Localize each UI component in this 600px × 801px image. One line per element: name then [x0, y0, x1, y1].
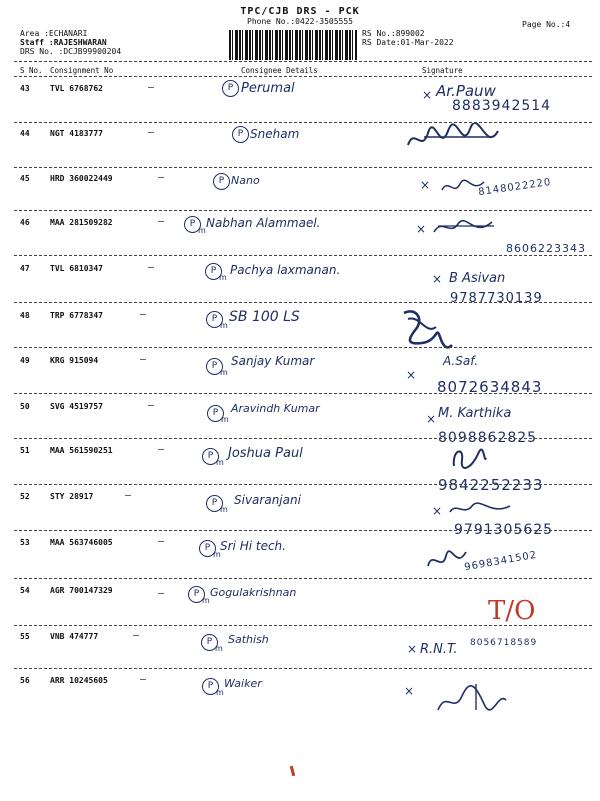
row-dash: — [148, 82, 155, 93]
table-row [0, 311, 600, 331]
signature-scribble [424, 546, 470, 576]
row-rule [14, 668, 592, 669]
row-rule [14, 625, 592, 626]
rs-date: RS Date:01-Mar-2022 [362, 38, 454, 47]
row-rule [14, 255, 592, 256]
signature-scribble [432, 680, 512, 720]
row-sno: 45 [20, 174, 30, 183]
row-sno: 53 [20, 538, 30, 547]
row-sno: 56 [20, 676, 30, 685]
signature-phone: 8072634843 [437, 378, 543, 396]
sub-m-mark: m [198, 226, 206, 235]
p-circle-icon: P [202, 448, 219, 465]
row-rule [14, 302, 592, 303]
row-dash: — [140, 354, 147, 365]
signature-phone: 8883942514 [452, 98, 552, 114]
consignee-name: Perumal [241, 81, 295, 96]
row-consignment: MAA 281509282 [50, 218, 113, 227]
p-circle-icon: P [222, 80, 239, 97]
signature-phone: 8606223343 [506, 242, 586, 255]
table-row [0, 129, 600, 149]
x-mark: × [407, 642, 418, 656]
signature-scribble [448, 444, 488, 472]
row-rule [14, 578, 592, 579]
sub-m-mark: m [221, 415, 229, 424]
p-circle-icon: P [206, 495, 223, 512]
table-row [0, 400, 600, 446]
x-mark: × [406, 368, 417, 382]
row-sno: 47 [20, 264, 30, 273]
signature-phone: 9698341502 [463, 549, 539, 574]
row-sno: 44 [20, 129, 30, 138]
signature-scribble [446, 498, 516, 520]
table-row [0, 216, 600, 255]
consignee-name: Joshua Paul [228, 446, 303, 461]
p-circle-icon: P [202, 678, 219, 695]
row-dash: — [148, 400, 155, 411]
row-rule [14, 122, 592, 123]
row-consignment: MAA 561590251 [50, 446, 113, 455]
consignee-name: SB 100 LS [229, 309, 300, 325]
row-consignment: MAA 563746005 [50, 538, 113, 547]
signature-scribble [396, 305, 456, 353]
row-rule [14, 484, 592, 485]
row-sno: 49 [20, 356, 30, 365]
row-sno: 48 [20, 311, 30, 320]
consignee-name: Sneham [250, 127, 300, 141]
row-rule [14, 438, 592, 439]
sub-m-mark: m [220, 321, 228, 330]
sub-m-mark: m [202, 596, 210, 605]
consignee-name: Waiker [224, 677, 262, 690]
consignee-name: Nabhan Alammael. [206, 216, 321, 230]
col-header-consignee: Consignee Details [241, 66, 318, 75]
row-rule [14, 347, 592, 348]
signature-text: A.Saf. [443, 354, 479, 368]
to-mark: T/O [488, 596, 536, 626]
row-sno: 50 [20, 402, 30, 411]
row-rule [14, 167, 592, 168]
x-mark: × [432, 504, 443, 518]
p-circle-icon: P [206, 311, 223, 328]
row-consignment: TVL 6810347 [50, 264, 103, 273]
area-label: Area :ECHANARI [20, 29, 88, 38]
p-circle-icon: P [201, 634, 218, 651]
p-circle-icon: P [205, 263, 222, 280]
header-phone: Phone No.:0422-3505555 [247, 17, 353, 26]
row-rule [14, 210, 592, 211]
table-row [0, 262, 600, 306]
sub-m-mark: m [220, 368, 228, 377]
p-circle-icon: P [199, 540, 216, 557]
row-sno: 46 [20, 218, 30, 227]
p-circle-icon: P [207, 405, 224, 422]
signature-text: R.N.T. [420, 642, 458, 657]
row-dash: — [140, 309, 147, 320]
table-row [0, 444, 600, 494]
signature-text: Ar.Pauw [436, 82, 496, 100]
consignee-name: Sri Hi tech. [220, 539, 286, 553]
table-row [0, 630, 600, 657]
row-consignment: VNB 474777 [50, 632, 99, 641]
row-consignment: KRG 915094 [50, 356, 99, 365]
col-header-sno: S No. [20, 66, 43, 75]
row-consignment: AGR 700147329 [50, 586, 113, 595]
row-sno: 55 [20, 632, 30, 641]
row-consignment: ARR 10245605 [50, 676, 108, 685]
x-mark: × [426, 412, 437, 426]
row-dash: — [158, 216, 165, 227]
col-header-signature: Signature [422, 66, 463, 75]
row-dash: — [125, 490, 132, 501]
p-circle-icon: P [188, 586, 205, 603]
row-dash: — [158, 172, 165, 183]
sub-m-mark: m [216, 688, 224, 697]
p-circle-icon: P [184, 216, 201, 233]
row-sno: 43 [20, 84, 30, 93]
x-mark: × [404, 684, 415, 698]
row-rule [14, 393, 592, 394]
row-consignment: SVG 4519757 [50, 402, 103, 411]
row-dash: — [148, 127, 155, 138]
consignee-name: Sivaranjani [234, 493, 301, 507]
row-consignment: STY 28917 [50, 492, 94, 501]
table-row [0, 676, 600, 696]
sub-m-mark: m [216, 458, 224, 467]
row-dash: — [148, 262, 155, 273]
row-consignment: TRP 6778347 [50, 311, 103, 320]
row-consignment: NGT 4183777 [50, 129, 103, 138]
document-title: TPC/CJB DRS - PCK [240, 6, 360, 17]
staff-label: Staff :RAJESHWARAN [20, 38, 107, 47]
page-number: Page No.:4 [522, 20, 571, 29]
consignee-name: Sanjay Kumar [231, 354, 315, 368]
p-circle-icon: P [213, 173, 230, 190]
rs-number: RS No.:899002 [362, 29, 425, 38]
row-sno: 54 [20, 586, 30, 595]
sub-m-mark: m [220, 505, 228, 514]
sub-m-mark: m [213, 550, 221, 559]
signature-phone: 9787730139 [450, 291, 543, 306]
table-row [0, 172, 600, 199]
row-dash: — [158, 444, 165, 455]
signature-phone: 8148022220 [477, 176, 553, 199]
row-sno: 51 [20, 446, 30, 455]
row-consignment: TVL 6768762 [50, 84, 103, 93]
p-circle-icon: P [206, 358, 223, 375]
row-dash: — [133, 630, 140, 641]
signature-scribble [430, 216, 500, 240]
signature-phone: 9842252233 [438, 476, 544, 494]
consignee-name: Gogulakrishnan [210, 586, 297, 599]
sub-m-mark: m [219, 273, 227, 282]
consignee-name: Aravindh Kumar [231, 402, 320, 415]
row-dash: — [158, 536, 165, 547]
consignee-name: Sathish [228, 633, 269, 646]
x-mark: × [432, 272, 443, 286]
signature-phone: 9791305625 [454, 522, 554, 538]
x-mark: × [422, 88, 433, 102]
red-pen-mark [290, 766, 295, 776]
column-header-rule [14, 76, 592, 77]
table-row [0, 536, 600, 574]
row-dash: — [140, 674, 147, 685]
header-rule [14, 61, 592, 62]
consignee-name: Pachya laxmanan. [230, 263, 341, 277]
signature-phone: 8056718589 [470, 638, 538, 648]
signature-phone: 8098862825 [438, 430, 538, 446]
col-header-consignment: Consignment No [50, 66, 114, 75]
p-circle-icon: P [232, 126, 249, 143]
x-mark: × [416, 222, 427, 236]
row-consignment: HRD 360022449 [50, 174, 113, 183]
row-rule [14, 530, 592, 531]
x-mark: × [420, 178, 431, 192]
sub-m-mark: m [215, 644, 223, 653]
table-row [0, 490, 600, 538]
signature-text: M. Karthika [438, 406, 512, 421]
barcode [229, 30, 357, 60]
table-row [0, 354, 600, 396]
table-row [0, 81, 600, 114]
consignee-name: Nano [231, 174, 260, 187]
drs-number: DRS No. :DCJB99900204 [20, 47, 122, 56]
row-dash: — [158, 588, 165, 599]
row-sno: 52 [20, 492, 30, 501]
signature-scribble [404, 123, 504, 157]
signature-text: B Asivan [449, 271, 506, 286]
